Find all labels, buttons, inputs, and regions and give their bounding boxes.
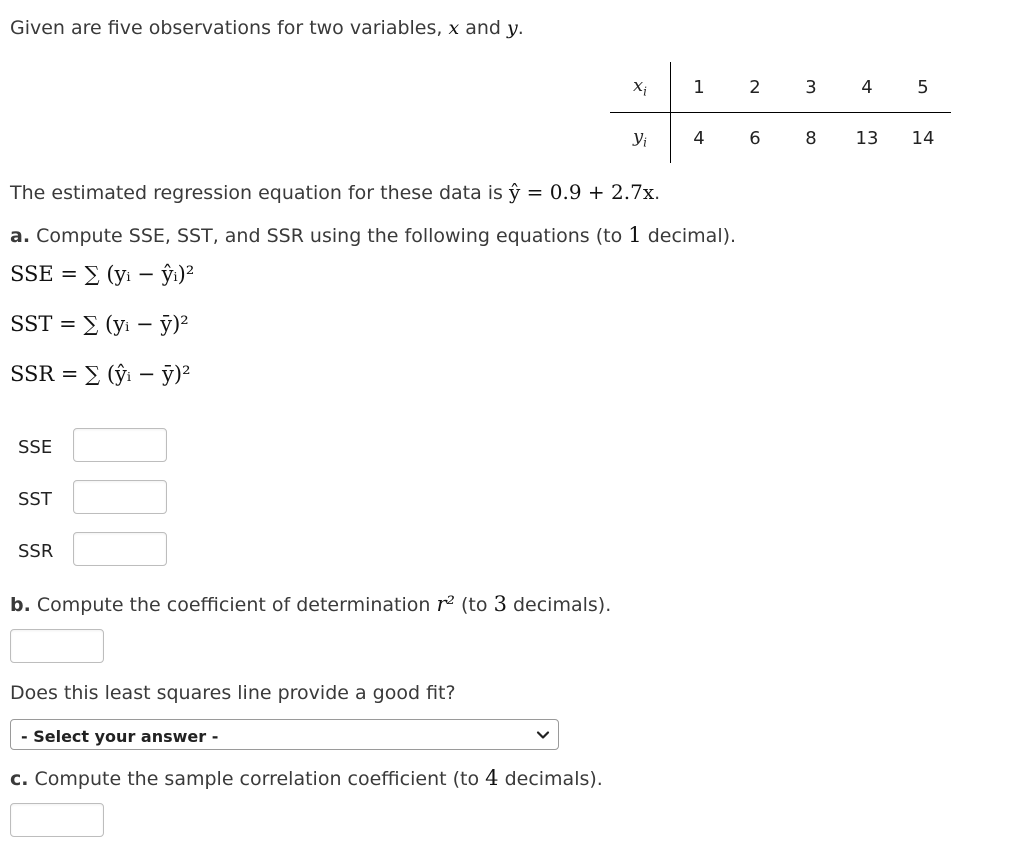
fit-select-value: - Select your answer - [21,727,219,746]
part-b-prompt: b. Compute the coefficient of determination r² (to 3 decimals). [10,592,612,616]
observations-table [610,62,951,163]
sst-input[interactable] [73,480,167,514]
regression-text: The estimated regression equation for these data is ŷ = 0.9 + 2.7x. [10,180,661,204]
y-value: 13 [855,127,879,149]
ssr-label: SSR [18,541,54,562]
correlation-input[interactable] [10,803,104,837]
fit-select[interactable] [10,719,559,750]
sse-label: SSE [18,437,53,458]
y-value: 6 [749,127,761,149]
regression-equation: ŷ = 0.9 + 2.7x [509,180,655,204]
x-value: 3 [783,62,839,113]
fit-question-text: Does this least squares line provide a good fit? [10,682,456,704]
x-value: 4 [839,62,895,113]
part-a-prompt: a. Compute SSE, SST, and SSR using the following equations (to 1 decimal). [10,223,737,247]
x-label: $x_i$ [610,62,671,113]
sse-formula: SSE = ∑ (yᵢ − ŷᵢ)² [10,262,195,286]
x-value: 5 [895,62,951,113]
y-row [610,113,951,164]
y-value: 14 [911,127,935,149]
sst-formula: SST = ∑ (yᵢ − ȳ)² [10,312,189,336]
r-squared-input[interactable] [10,629,104,663]
sst-label: SST [18,489,52,510]
y-value: 8 [805,127,817,149]
part-c-prompt: c. Compute the sample correlation coefficient (to 4 decimals). [10,766,603,790]
y-value: 4 [693,127,705,149]
ssr-input[interactable] [73,532,167,566]
intro-text: Given are five observations for two variables, x and y. [10,17,524,39]
ssr-formula: SSR = ∑ (ŷᵢ − ȳ)² [10,362,191,386]
chevron-down-icon [536,728,550,742]
x-value: 1 [671,62,728,113]
x-value: 2 [727,62,783,113]
sse-input[interactable] [73,428,167,462]
y-label: $y_i$ [610,113,671,164]
x-row [610,62,951,113]
